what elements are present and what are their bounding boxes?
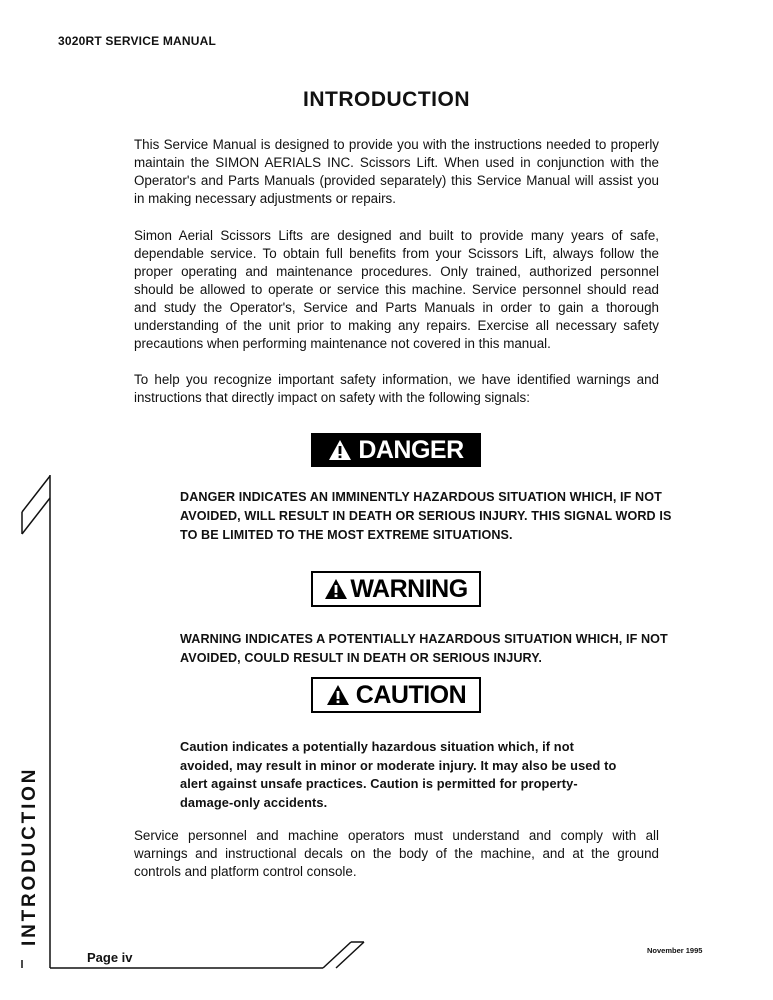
caution-label: CAUTION	[355, 680, 467, 709]
page-number: Page iv	[87, 950, 133, 965]
manual-header: 3020RT SERVICE MANUAL	[58, 34, 217, 48]
warning-triangle-icon	[326, 684, 350, 706]
warning-triangle-icon	[324, 578, 348, 600]
caution-description: Caution indicates a potentially hazardous situation which, if not avoided, may result in minor or moderate injury. It may also be used to alert against unsafe practices. Caution is permitted for property-damage-only accidents.	[180, 739, 617, 810]
service-paragraph: Simon Aerial Scissors Lifts are designed and built to provide many years of safe, dependable service. To obtain full benefits from your Scissors Lift, always follow the proper operating and maintenance procedures. Only trained, authorized personnel should be allowed to operate or service this machine. Service personnel should read and study the Operator's, Service and Parts Manuals in order to gain a thorough understanding of the unit prior to making any repairs. Exercise all necessary safety precautions when performing maintenance not covered in this manual.	[134, 228, 659, 351]
page-title: INTRODUCTION	[303, 88, 470, 111]
signals-paragraph: To help you recognize important safety information, we have identified warnings and instructions that directly impact on safety with the following signals:	[134, 372, 659, 405]
intro-paragraph: This Service Manual is designed to provide you with the instructions needed to properly maintain the SIMON AERIALS INC. Scissors Lift. When used in conjunction with the Operator's and Parts Manuals (provided separately) this Service Manual will assist you in making necessary adjustments or repairs.	[134, 137, 659, 206]
warning-triangle-icon	[328, 439, 352, 461]
closing-paragraph: Service personnel and machine operators must understand and comply with all warnings and instructional decals on the body of the machine, and at the ground controls and platform control console.	[134, 828, 659, 879]
caution-signal	[311, 677, 481, 713]
warning-label: WARNING	[350, 574, 468, 603]
section-side-tab: INTRODUCTION	[19, 766, 40, 946]
publication-date: November 1995	[647, 946, 703, 955]
warning-description: WARNING INDICATES A POTENTIALLY HAZARDOUS SITUATION WHICH, IF NOT AVOIDED, COULD RESULT IN DEATH OR SERIOUS INJURY.	[180, 632, 668, 665]
danger-signal	[311, 433, 481, 467]
danger-label: DANGER	[358, 435, 464, 464]
danger-description: DANGER INDICATES AN IMMINENTLY HAZARDOUS SITUATION WHICH, IF NOT AVOIDED, WILL RESULT IN DEATH OR SERIOUS INJURY. THIS SIGNAL WORD IS TO BE LIMITED TO THE MOST EXTREME SITUATIONS.	[180, 490, 672, 542]
warning-signal	[311, 571, 481, 607]
